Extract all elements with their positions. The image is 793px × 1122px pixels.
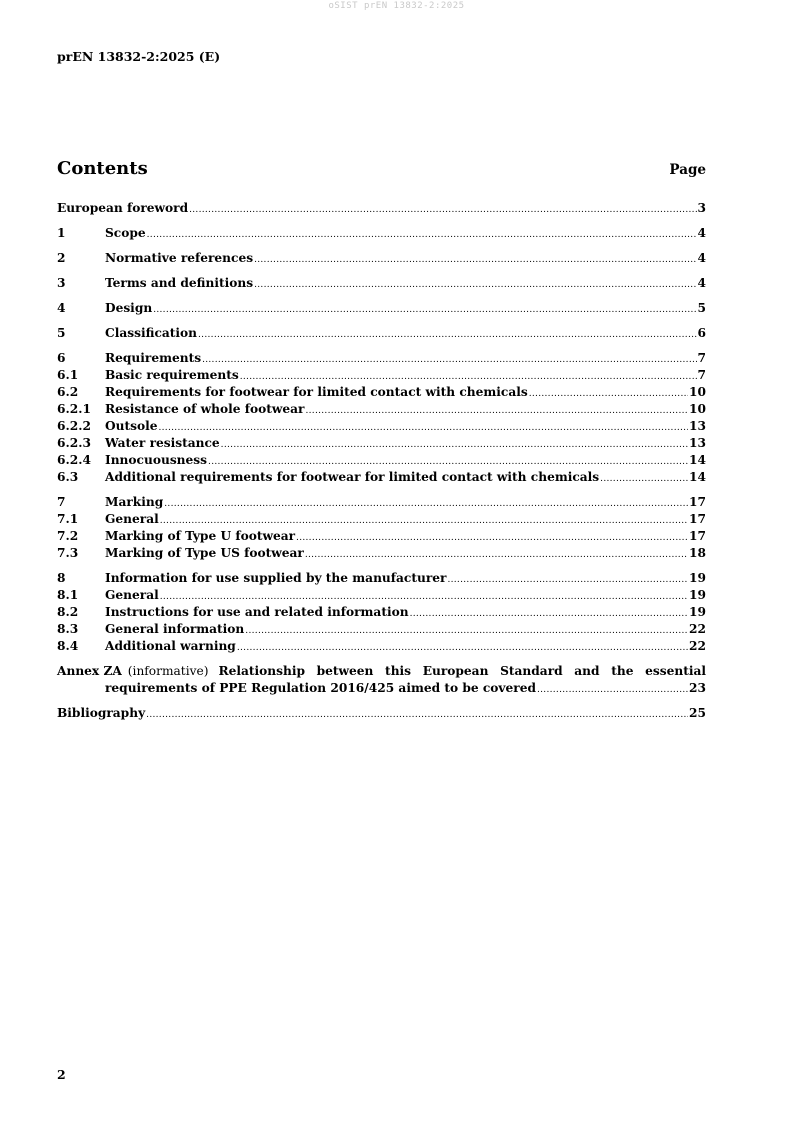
toc-entry[interactable] [57, 511, 706, 528]
annex-title-line2: requirements of PPE Regulation 2016/425 aimed to be covered [105, 681, 536, 695]
toc-entry-title: Classification [105, 326, 198, 340]
toc-bibliography-entry[interactable] [57, 705, 706, 722]
toc-entry-number: 5 [57, 326, 66, 340]
toc-entry-number: 7.3 [57, 546, 79, 560]
toc-leader-dots [146, 707, 688, 724]
toc-entry[interactable] [57, 200, 706, 217]
toc-entry-title: General information [105, 622, 245, 636]
toc-entry-page: 7 [697, 351, 706, 365]
toc-leader-dots [296, 530, 688, 547]
watermark: oSIST prEN 13832-2:2025 [328, 1, 465, 11]
toc-entry-number: 6.2.1 [57, 402, 91, 416]
toc-entry-number: 8 [57, 571, 66, 585]
toc-entry-page: 6 [697, 326, 706, 340]
toc-entry-number: 4 [57, 301, 66, 315]
toc-entry[interactable] [57, 275, 706, 292]
toc-entry-page: 22 [689, 639, 706, 653]
toc-entry-page: 4 [697, 251, 706, 265]
toc-entry-title: Marking of Type US footwear [105, 546, 304, 560]
toc-leader-dots [410, 606, 688, 623]
toc-entry-number: 8.1 [57, 588, 79, 602]
annex-page: 23 [689, 681, 706, 695]
toc-entry-page: 17 [689, 512, 706, 526]
toc-leader-dots [158, 420, 688, 437]
toc-entry-title: Additional requirements for footwear for limited contact with chemicals [105, 470, 600, 484]
toc-entry-number: 3 [57, 276, 66, 290]
toc-entry-title: Innocuousness [105, 453, 208, 467]
toc-leader-dots [529, 386, 688, 403]
bibliography-page: 25 [689, 706, 706, 720]
toc-entry[interactable] [57, 570, 706, 587]
toc-entry-page: 19 [689, 605, 706, 619]
toc-entry[interactable] [57, 250, 706, 267]
table-of-contents [57, 200, 706, 722]
toc-entry-number: 8.3 [57, 622, 79, 636]
toc-entry-number: 6.2 [57, 385, 79, 399]
toc-entry[interactable] [57, 528, 706, 545]
toc-leader-dots [153, 302, 696, 319]
toc-entry-page: 19 [689, 571, 706, 585]
toc-entry[interactable] [57, 225, 706, 242]
toc-leader-dots [537, 682, 688, 699]
toc-entry-title: Basic requirements [105, 368, 239, 382]
toc-entry-title: Additional warning [105, 639, 236, 653]
toc-entry-page: 13 [689, 419, 706, 433]
toc-entry[interactable] [57, 587, 706, 604]
toc-entry-page: 7 [697, 368, 706, 382]
toc-entry[interactable] [57, 384, 706, 401]
toc-leader-dots [221, 437, 688, 454]
toc-entry-title: Water resistance [105, 436, 220, 450]
toc-entry-page: 5 [697, 301, 706, 315]
toc-leader-dots [254, 252, 696, 269]
toc-entry-page: 10 [689, 402, 706, 416]
toc-entry-title: Marking of Type U footwear [105, 529, 296, 543]
toc-entry[interactable] [57, 350, 706, 367]
toc-leader-dots [164, 496, 688, 513]
toc-entry-number: 7 [57, 495, 66, 509]
toc-entry-page: 22 [689, 622, 706, 636]
annex-qualifier: (informative) [127, 664, 209, 678]
toc-leader-dots [245, 623, 688, 640]
bibliography-title: Bibliography [57, 706, 146, 720]
toc-leader-dots [202, 352, 696, 369]
toc-entry-page: 3 [697, 201, 706, 215]
toc-leader-dots [447, 572, 688, 589]
toc-entry-page: 19 [689, 588, 706, 602]
toc-entry-number: 6.3 [57, 470, 79, 484]
toc-leader-dots [237, 640, 688, 657]
toc-entry[interactable] [57, 604, 706, 621]
toc-entry-number: 8.4 [57, 639, 79, 653]
toc-entry-title: Resistance of whole footwear [105, 402, 305, 416]
toc-leader-dots [305, 547, 688, 564]
toc-entry[interactable] [57, 300, 706, 317]
toc-entry[interactable] [57, 494, 706, 511]
toc-annex-entry[interactable] [57, 663, 706, 697]
toc-leader-dots [198, 327, 697, 344]
annex-title-line1: Relationship between this European Standard and the essential [218, 664, 706, 678]
toc-entry-number: 6.2.2 [57, 419, 91, 433]
toc-entry[interactable] [57, 418, 706, 435]
toc-entries [57, 200, 706, 655]
toc-entry-number: 8.2 [57, 605, 79, 619]
toc-entry-title: Scope [105, 226, 146, 240]
toc-entry-page: 10 [689, 385, 706, 399]
toc-entry-number: 7.2 [57, 529, 79, 543]
toc-entry-title: General [105, 512, 159, 526]
toc-entry-number: 1 [57, 226, 66, 240]
toc-entry-title: Requirements [105, 351, 202, 365]
toc-entry-number: 6.2.4 [57, 453, 91, 467]
toc-entry-title: Outsole [105, 419, 158, 433]
toc-entry-page: 14 [689, 470, 706, 484]
toc-leader-dots [147, 227, 697, 244]
toc-entry-page: 4 [697, 226, 706, 240]
toc-entry-title: Marking [105, 495, 164, 509]
toc-entry[interactable] [57, 469, 706, 486]
toc-entry-title: Design [105, 301, 153, 315]
toc-entry-title: Instructions for use and related information [105, 605, 409, 619]
toc-entry-page: 17 [689, 495, 706, 509]
toc-entry-title: Normative references [105, 251, 254, 265]
toc-entry-number: 6 [57, 351, 66, 365]
toc-leader-dots [254, 277, 696, 294]
toc-leader-dots [600, 471, 688, 488]
toc-entry-page: 17 [689, 529, 706, 543]
toc-entry-number: 6.1 [57, 368, 79, 382]
toc-entry-title: Requirements for footwear for limited contact with chemicals [105, 385, 528, 399]
page-column-heading: Page [669, 162, 706, 178]
toc-entry[interactable] [57, 401, 706, 418]
toc-entry[interactable] [57, 452, 706, 469]
toc-leader-dots [305, 403, 688, 420]
toc-entry[interactable] [57, 325, 706, 342]
toc-entry-title: Terms and definitions [105, 276, 254, 290]
toc-entry-page: 14 [689, 453, 706, 467]
toc-entry-number: 6.2.3 [57, 436, 91, 450]
annex-label: Annex ZA [57, 664, 122, 678]
toc-entry[interactable] [57, 435, 706, 452]
toc-entry[interactable] [57, 545, 706, 562]
toc-entry-number: 7.1 [57, 512, 79, 526]
toc-entry[interactable] [57, 367, 706, 384]
toc-entry-page: 18 [689, 546, 706, 560]
footer-page-number: 2 [57, 1067, 66, 1082]
toc-entry-page: 13 [689, 436, 706, 450]
toc-entry[interactable] [57, 621, 706, 638]
contents-heading: Contents [57, 158, 148, 179]
toc-entry-title: European foreword [57, 201, 189, 215]
toc-entry-number: 2 [57, 251, 66, 265]
toc-entry-page: 4 [697, 276, 706, 290]
toc-entry[interactable] [57, 638, 706, 655]
document-id: prEN 13832-2:2025 (E) [57, 49, 221, 64]
toc-entry-title: General [105, 588, 159, 602]
toc-leader-dots [189, 202, 696, 219]
toc-entry-title: Information for use supplied by the manufacturer [105, 571, 447, 585]
